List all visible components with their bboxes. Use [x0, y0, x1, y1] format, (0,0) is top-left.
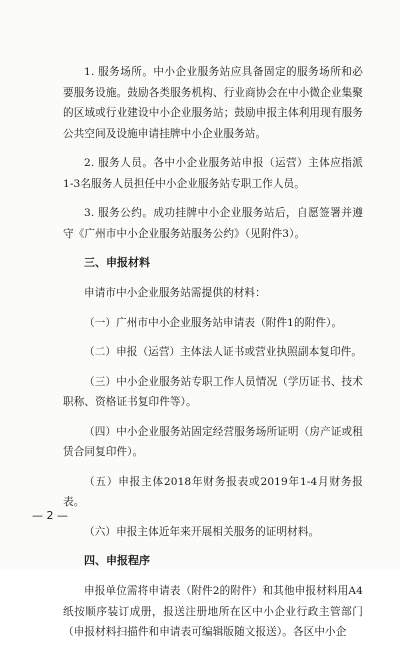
paragraph-service-pledge: 3. 服务公约。成功挂牌中小企业服务站后，自愿签署并遵守《广州市中小企业服务站服务公约》（见附件3）。 [63, 207, 363, 240]
materials-item-3: （三）中小企业服务站专职工作人员情况（学历证书、技术职称、资格证书复印件等）。 [63, 375, 363, 408]
section-heading-procedure: 四、申报程序 [84, 554, 150, 567]
paragraph-service-venue: 1. 服务场所。中小企业服务站应具备固定的服务场所和必要服务设施。鼓励各类服务机构、行业商协会在中小微企业集聚的区域或行业建设中小企业服务站；鼓励申报主体利用现有服务公共空间及设施申请挂牌中小企业服务站。 [63, 66, 363, 140]
page-number: — 2 — [32, 509, 68, 522]
materials-item-4: （四）中小企业服务站固定经营服务场所证明（房产证或租赁合同复印件）。 [63, 425, 363, 458]
materials-item-6: （六）申报主体近年来开展相关服务的证明材料。 [84, 525, 320, 538]
materials-item-5: （五）申报主体2018年财务报表或2019年1-4月财务报表。 [63, 475, 363, 508]
section-heading-materials: 三、申报材料 [84, 256, 150, 269]
materials-item-2: （二）申报（运营）主体法人证书或营业执照副本复印件。 [84, 346, 363, 358]
paragraph-service-staff: 2. 服务人员。各中小企业服务站申报（运营）主体应指派1-3名服务人员担任中小企业服务站专职工作人员。 [63, 157, 363, 190]
materials-intro: 申请市中小企业服务站需提供的材料： [84, 287, 266, 299]
materials-item-1: （一）广州市中小企业服务站申请表（附件1的附件）。 [84, 316, 343, 329]
procedure-paragraph: 申报单位需将申请表（附件2的附件）和其他申报材料用A4纸按顺序装订成册，报送注册地所在区中小企业行政主管部门（申报材料扫描件和申请表可编辑版随文报送）。各区中小企 [63, 585, 363, 638]
document-body [63, 62, 363, 652]
